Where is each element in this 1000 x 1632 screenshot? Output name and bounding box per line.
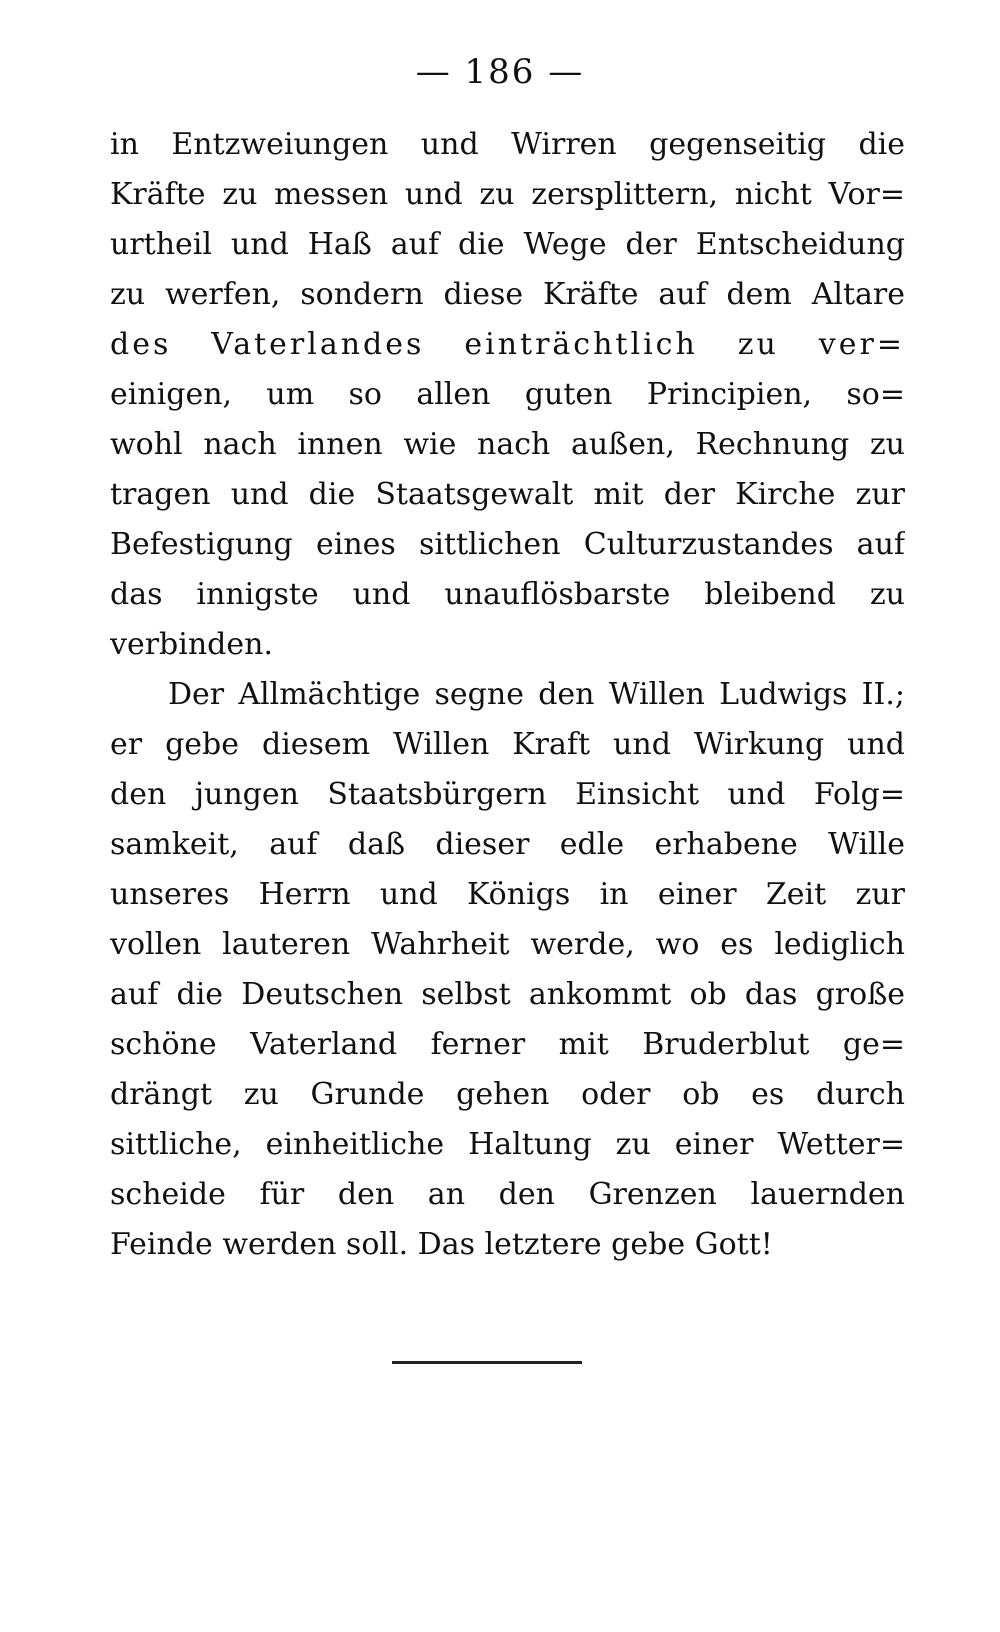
text-line: unseres Herrn und Königs in einer Zeit zur (110, 877, 905, 912)
text-line: samkeit, auf daß dieser edle erhabene Wille (110, 827, 905, 862)
text-line: drängt zu Grunde gehen oder ob es durch (110, 1077, 905, 1112)
text-line: des Vaterlandes einträchtlich zu ver= (110, 327, 905, 362)
text-line: zu werfen, sondern diese Kräfte auf dem Altare (110, 277, 905, 312)
text-line: urtheil und Haß auf die Wege der Entscheidung (110, 227, 905, 262)
text-line: tragen und die Staatsgewalt mit der Kirche zur (110, 477, 905, 512)
text-line: einigen, um so allen guten Principien, so= (110, 377, 905, 412)
text-line: Der Allmächtige segne den Willen Ludwigs II.; (168, 677, 905, 712)
text-line: auf die Deutschen selbst ankommt ob das große (110, 977, 905, 1012)
text-line: Befestigung eines sittlichen Culturzustandes auf (110, 527, 905, 562)
section-end-rule (392, 1361, 582, 1364)
text-line: das innigste und unauflösbarste bleibend zu (110, 577, 905, 612)
text-line: Kräfte zu messen und zu zersplittern, nicht Vor= (110, 177, 905, 212)
text-line: verbinden. (110, 627, 273, 662)
text-line: scheide für den an den Grenzen lauernden (110, 1177, 905, 1212)
text-line: wohl nach innen wie nach außen, Rechnung zu (110, 427, 905, 462)
text-line: er gebe diesem Willen Kraft und Wirkung und (110, 727, 905, 762)
text-line: Feinde werden soll. Das letztere gebe Gott! (110, 1227, 773, 1262)
text-line: in Entzweiungen und Wirren gegenseitig die (110, 127, 905, 162)
page-number: — 186 — (415, 52, 585, 92)
body-text (110, 120, 905, 1270)
text-line: vollen lauteren Wahrheit werde, wo es lediglich (110, 927, 905, 962)
text-line: sittliche, einheitliche Haltung zu einer Wetter= (110, 1127, 905, 1162)
text-line: den jungen Staatsbürgern Einsicht und Folg= (110, 777, 905, 812)
text-line: schöne Vaterland ferner mit Bruderblut ge= (110, 1027, 905, 1062)
